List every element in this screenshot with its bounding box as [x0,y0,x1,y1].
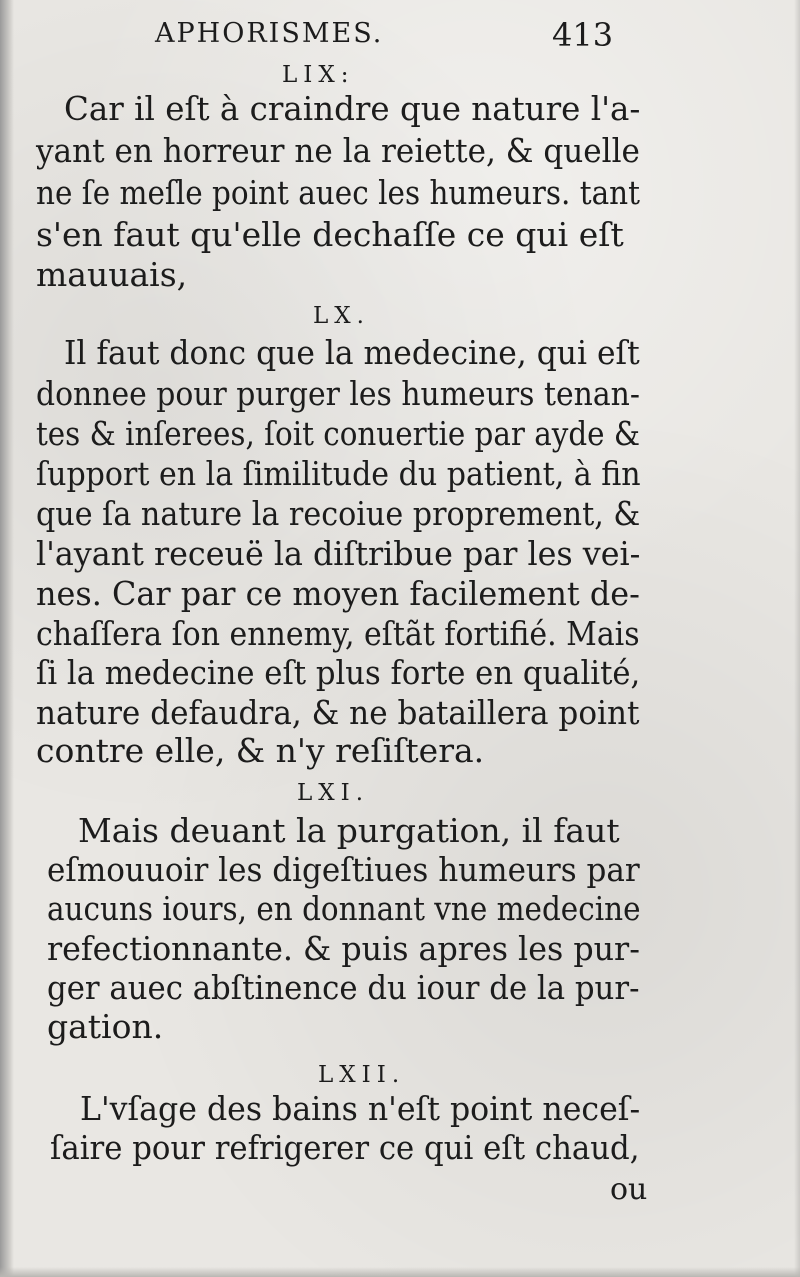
text-line: ſupport en la ſimilitude du patient, à fin [36,454,641,493]
page-bottom-edge [0,1267,800,1277]
page-number: 413 [552,16,614,54]
text-line: Car il eſt à craindre que nature l'a- [64,89,641,128]
text-line: L'vſage des bains n'eſt point neceſ- [80,1089,641,1128]
text-line: ſi la medecine eſt plus forte en qualité, [36,653,641,692]
section-heading-lix: LIX: [282,62,355,88]
text-line: tes & inſerees, ſoit conuertie par ayde & [36,414,641,453]
page-left-edge [0,0,14,1277]
text-line: l'ayant receuë la diſtribue par les vei- [36,534,641,573]
running-title: APHORISMES. [155,18,384,49]
text-line: eſmouuoir les digeſtiues humeurs par [47,850,640,889]
catchword: ou [610,1172,648,1207]
running-head [0,16,800,56]
section-heading-lxi: LXI. [297,780,370,806]
section-heading-lx: LX. [313,303,370,329]
page-right-shadow [794,0,800,1277]
text-line: que ſa nature la recoiue proprement, & [36,494,641,533]
text-line: Mais deuant la purgation, il faut [78,811,620,850]
text-line: chaſſera ſon ennemy, eſtãt fortifié. Mais [36,614,640,653]
text-line: donnee pour purger les humeurs tenan- [36,374,640,413]
text-line: ne ſe meſle point auec les humeurs. tant [36,173,640,212]
section-heading-lxii: LXII. [318,1062,406,1088]
text-line: yant en horreur ne la reiette, & quelle [36,131,640,170]
text-line: aucuns iours, en donnant vne medecine [47,889,641,928]
text-line: nes. Car par ce moyen facilement de- [36,574,640,613]
text-line: nature defaudra, & ne bataillera point [36,693,640,732]
text-line: ger auec abſtinence du iour de la pur- [47,968,640,1007]
text-line: contre elle, & n'y reſiſtera. [36,731,485,770]
text-line: Il faut donc que la medecine, qui eſt [64,333,640,372]
text-line: gation. [47,1007,164,1046]
text-line: s'en faut qu'elle dechaſſe ce qui eſt [36,215,624,254]
text-line: ſaire pour refrigerer ce qui eſt chaud, [50,1128,640,1167]
text-line: refectionnante. & puis apres les pur- [47,929,640,968]
text-line: mauuais, [36,255,188,294]
